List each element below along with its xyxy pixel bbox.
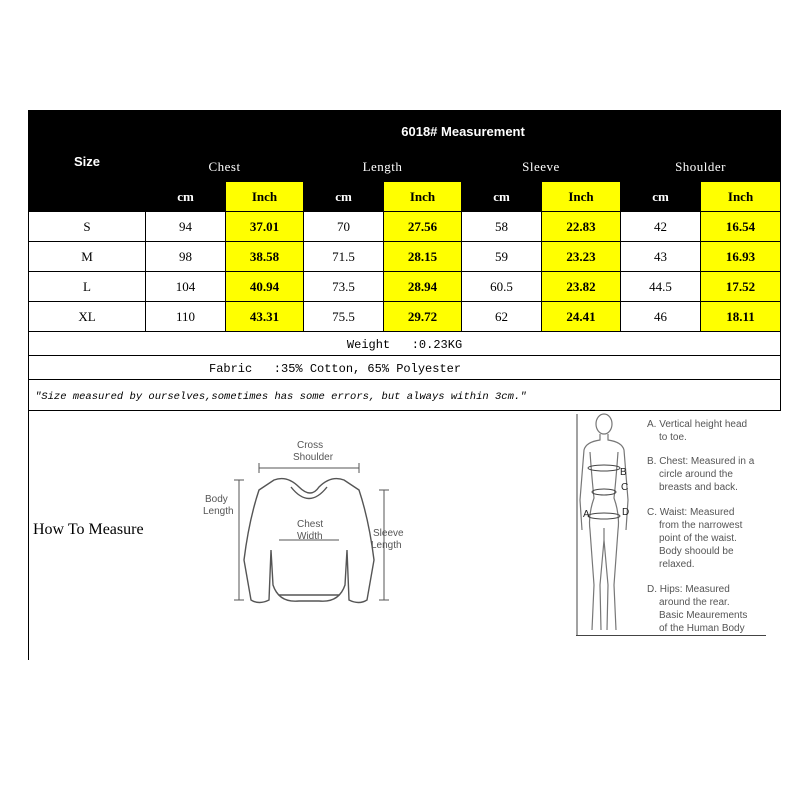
how-to-measure-label: How To Measure [33, 521, 144, 538]
chest-width-label-2: Width [297, 531, 323, 542]
value-cell: 43.31 [226, 302, 304, 332]
group-sleeve: Sleeve [462, 152, 621, 182]
table-row [29, 272, 781, 302]
note-d-line1: D. Hips: Measured [647, 584, 730, 595]
fabric-text: Fabric :35% Cotton, 65% Polyester [209, 361, 462, 376]
value-cell: 18.11 [701, 302, 781, 332]
cross-shoulder-label-2: Shoulder [293, 452, 334, 463]
body-length-label-2: Length [203, 506, 234, 517]
fabric-row [29, 356, 781, 380]
note-b-line1: B. Chest: Measured in a [647, 456, 755, 467]
note-c-line2: from the narrowest [659, 520, 743, 531]
body-notes [647, 415, 781, 645]
unit-cm: cm [146, 182, 226, 212]
value-cell: 29.72 [384, 302, 462, 332]
size-cell: XL [29, 302, 146, 332]
weight-text: Weight :0.23KG [346, 337, 463, 352]
table-title: 6018# Measurement [146, 111, 781, 152]
note-c-line3: point of the waist. [659, 533, 737, 544]
value-cell: 70 [304, 212, 384, 242]
value-cell: 16.54 [701, 212, 781, 242]
value-cell: 24.41 [542, 302, 621, 332]
value-cell: 44.5 [621, 272, 701, 302]
unit-cm: cm [621, 182, 701, 212]
note-text: "Size measured by ourselves,sometimes has some errors, but always within 3cm." [35, 390, 527, 403]
value-cell: 16.93 [701, 242, 781, 272]
value-cell: 110 [146, 302, 226, 332]
group-shoulder: Shoulder [621, 152, 781, 182]
note-b-line3: breasts and back. [659, 482, 738, 493]
note-c-line4: Body shoould be [659, 546, 734, 557]
note-d-line3: Basic Meaurements [659, 610, 748, 621]
table-row [29, 302, 781, 332]
value-cell: 94 [146, 212, 226, 242]
unit-inch: Inch [701, 182, 781, 212]
value-cell: 38.58 [226, 242, 304, 272]
size-cell: M [29, 242, 146, 272]
value-cell: 73.5 [304, 272, 384, 302]
shirt-diagram [199, 435, 414, 635]
value-cell: 62 [462, 302, 542, 332]
note-b-line2: circle around the [659, 469, 733, 480]
table-row [29, 212, 781, 242]
value-cell: 71.5 [304, 242, 384, 272]
note-c-line5: relaxed. [659, 559, 695, 570]
value-cell: 40.94 [226, 272, 304, 302]
table-row [29, 242, 781, 272]
value-cell: 23.23 [542, 242, 621, 272]
unit-inch: Inch [542, 182, 621, 212]
value-cell: 23.82 [542, 272, 621, 302]
value-cell: 75.5 [304, 302, 384, 332]
group-length: Length [304, 152, 462, 182]
size-cell: L [29, 272, 146, 302]
value-cell: 22.83 [542, 212, 621, 242]
value-cell: 59 [462, 242, 542, 272]
note-a-line1: A. Vertical height head [647, 419, 748, 430]
chest-width-label-1: Chest [297, 519, 324, 530]
group-chest: Chest [146, 152, 304, 182]
value-cell: 17.52 [701, 272, 781, 302]
value-cell: 98 [146, 242, 226, 272]
letter-a: A [583, 509, 590, 520]
note-c-line1: C. Waist: Measured [647, 507, 735, 518]
note-d-line2: around the rear. [659, 597, 730, 608]
note-d-line4: of the Human Body [659, 623, 745, 634]
cross-shoulder-label-1: Cross [297, 440, 324, 451]
unit-inch: Inch [384, 182, 462, 212]
size-cell: S [29, 212, 146, 242]
letter-c: C [621, 482, 629, 493]
divider [576, 635, 766, 636]
body-length-label-1: Body [205, 494, 228, 505]
body-letters [584, 455, 644, 565]
value-cell: 37.01 [226, 212, 304, 242]
unit-cm: cm [304, 182, 384, 212]
how-to-measure-section [28, 395, 781, 660]
value-cell: 104 [146, 272, 226, 302]
value-cell: 46 [621, 302, 701, 332]
unit-inch: Inch [226, 182, 304, 212]
letter-d: D [622, 507, 630, 518]
weight-row [29, 332, 781, 356]
size-header: Size [29, 111, 146, 212]
sleeve-length-label-2: Length [371, 540, 402, 551]
value-cell: 60.5 [462, 272, 542, 302]
sleeve-length-label-1: Sleeve [373, 528, 404, 539]
value-cell: 58 [462, 212, 542, 242]
size-table [28, 110, 781, 411]
letter-b: B [620, 467, 627, 478]
value-cell: 42 [621, 212, 701, 242]
note-a-line2: to toe. [659, 432, 687, 443]
value-cell: 28.94 [384, 272, 462, 302]
unit-cm: cm [462, 182, 542, 212]
value-cell: 28.15 [384, 242, 462, 272]
value-cell: 43 [621, 242, 701, 272]
value-cell: 27.56 [384, 212, 462, 242]
